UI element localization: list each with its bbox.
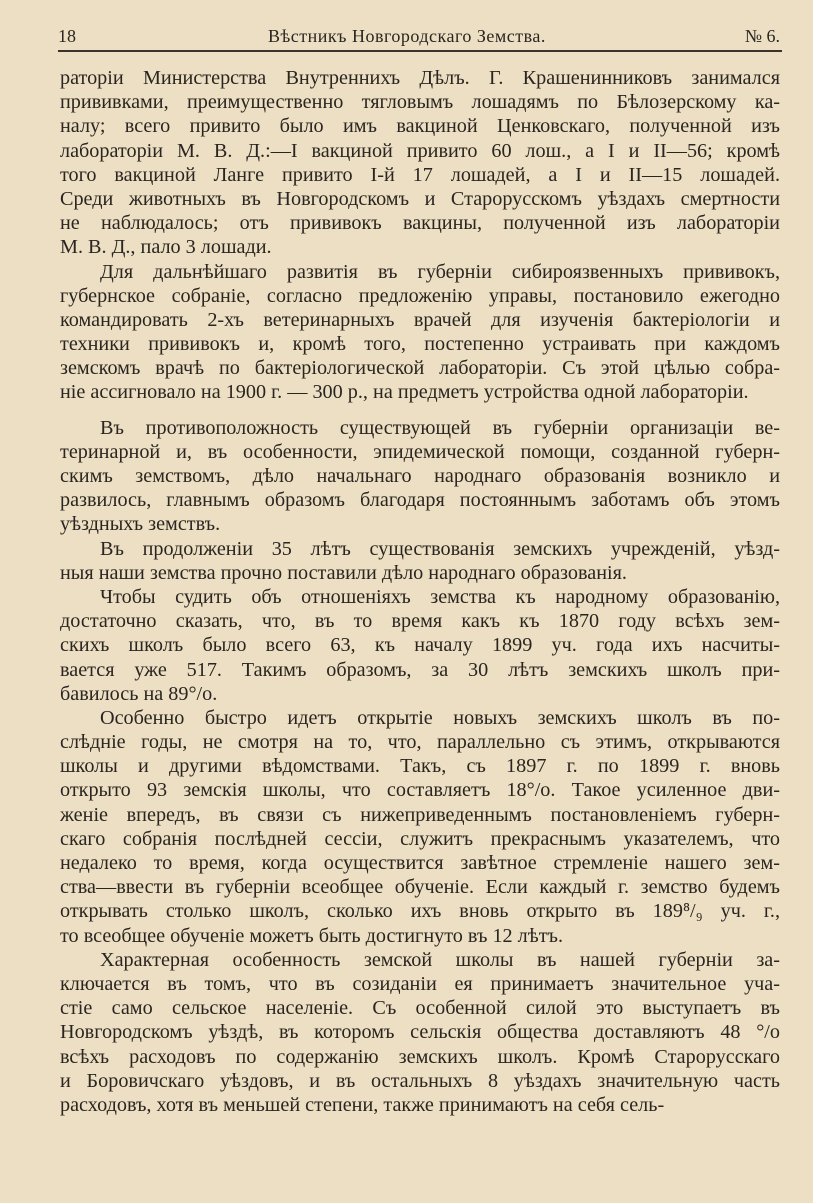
paragraph <box>60 416 780 537</box>
section-gap <box>60 405 780 416</box>
issue-number: № 6. <box>744 26 780 46</box>
text-line: скимъ земствомъ, дѣло начальнаго народнаго образованія возникло и <box>60 465 780 487</box>
text-line: губернское собраніе, согласно предложенію управы, постановило ежегодно <box>60 284 780 307</box>
text-line: того вакциной Ланге привито I-й 17 лошадей, а I и II—15 лошадей. <box>60 163 780 186</box>
text-line: земскомъ врачѣ по бактеріологической лабораторіи. Съ этой цѣлью собра- <box>60 357 780 380</box>
text-line: лабораторіи М. В. Д.:—I вакциной привито 60 лош., а I и II—56; кромѣ <box>60 139 780 162</box>
text-line: слѣдніе годы, не смотря на то, что, параллельно съ этимъ, открываются <box>60 731 780 754</box>
text-line: прививками, преимущественно тягловымъ лошадямъ по Бѣлозерскому ка- <box>60 91 780 114</box>
header-rule <box>58 50 782 52</box>
text-line: то всеобщее обученіе можетъ быть достигнуто въ 12 лѣтъ. <box>60 924 564 947</box>
text-line: расходовъ, хотя въ меньшей степени, также принимаютъ на себя сель- <box>60 1093 665 1116</box>
text-line: школы и другими вѣдомствами. Такъ, съ 1897 г. по 1899 г. вновь <box>60 755 780 778</box>
text-line: скаго собранія послѣдней сессіи, служитъ прекраснымъ указателемъ, что <box>60 827 780 850</box>
paragraph <box>60 66 780 260</box>
text-line: раторіи Министерства Внутреннихъ Дѣлъ. Г. Крашенинниковъ занимался <box>60 67 780 89</box>
text-line: Среди животныхъ въ Новгородскомъ и Старорусскомъ уѣздахъ смертности <box>60 187 780 210</box>
paragraph <box>60 537 780 585</box>
paragraph <box>60 585 780 706</box>
page-header <box>58 22 780 50</box>
page-number: 18 <box>58 26 76 46</box>
text-line: Характерная особенность земской школы въ нашей губерніи за- <box>100 948 780 971</box>
text-line: Новгородскомъ уѣздѣ, въ которомъ сельскія общества доставляютъ 48 °/о <box>60 1021 780 1044</box>
text-line: всѣхъ расходовъ по содержанію земскихъ школъ. Кромѣ Старорусскаго <box>60 1045 780 1068</box>
text-line: ныя наши земства прочно поставили дѣло народнаго образованія. <box>60 561 627 584</box>
text-line: вается уже 517. Такимъ образомъ, за 30 лѣтъ земскихъ школъ при- <box>60 658 780 681</box>
text-line: ства—ввести въ губерніи всеобщее обученіе. Если каждый г. земство будемъ <box>60 876 780 899</box>
document-body <box>60 66 780 1117</box>
text-line: не наблюдалось; отъ прививокъ вакцины, полученной изъ лабораторіи <box>60 212 780 235</box>
text-line: Особенно быстро идетъ открытіе новыхъ земскихъ школъ въ по- <box>100 706 780 729</box>
text-line: развилось, главнымъ образомъ благодаря постояннымъ заботамъ объ этомъ <box>60 489 780 512</box>
text-line: командировать 2-хъ ветеринарныхъ врачей для изученія бактеріологіи и <box>60 308 780 331</box>
paragraph <box>60 260 780 405</box>
text-line: М. В. Д., пало 3 лошади. <box>60 236 272 259</box>
text-line: ключается въ томъ, что въ созиданіи ея принимаетъ значительное уча- <box>60 972 780 995</box>
text-line: уѣздныхъ земствъ. <box>60 513 221 536</box>
paragraph <box>60 948 780 1117</box>
paragraph <box>60 706 780 948</box>
text-line: налу; всего привито было имъ вакциной Ценковскаго, полученной изъ <box>60 115 780 138</box>
text-line: Для дальнѣйшаго развитія въ губерніи сибироязвенныхъ прививокъ, <box>100 260 780 283</box>
text-line: женіе впередъ, въ связи съ нижеприведеннымъ постановленіемъ губерн- <box>60 803 780 826</box>
text-line: теринарной и, въ особенности, эпидемической помощи, созданной губерн- <box>60 440 780 463</box>
text-line: бавилось на 89°/о. <box>60 682 218 705</box>
text-line: достаточно сказать, что, въ то время какъ къ 1870 году всѣхъ зем- <box>60 610 780 633</box>
text-line: техники прививокъ и, кромѣ того, постепенно устраивать при каждомъ <box>60 333 780 356</box>
text-line: открыто 93 земскія школы, что составляетъ 18°/о. Такое усиленное дви- <box>60 779 780 802</box>
text-line: скихъ школъ было всего 63, къ началу 1899 уч. года ихъ насчиты- <box>60 634 780 657</box>
text-line: Въ противоположность существующей въ губерніи организаціи ве- <box>100 416 780 439</box>
text-line: Въ продолженіи 35 лѣтъ существованія земскихъ учрежденій, уѣзд- <box>100 537 780 560</box>
text-line: недалеко то время, когда осуществится завѣтное стремленіе нашего зем- <box>60 852 780 874</box>
journal-title: Вѣстникъ Новгородскаго Земства. <box>268 26 546 46</box>
text-line: стіе само сельское населеніе. Съ особенной силой это выступаетъ въ <box>60 997 780 1020</box>
text-line: ніе ассигновало на 1900 г. — 300 р., на предметъ устройства одной лабораторіи. <box>60 381 749 404</box>
text-line: Чтобы судить объ отношеніяхъ земства къ народному образованію, <box>100 585 780 608</box>
text-line: открывать столько школъ, сколько ихъ вновь открыто въ 189⁸/₉ уч. г., <box>60 900 780 923</box>
text-line: и Боровичскаго уѣздовъ, и въ остальныхъ 8 уѣздахъ значительную часть <box>60 1069 780 1092</box>
